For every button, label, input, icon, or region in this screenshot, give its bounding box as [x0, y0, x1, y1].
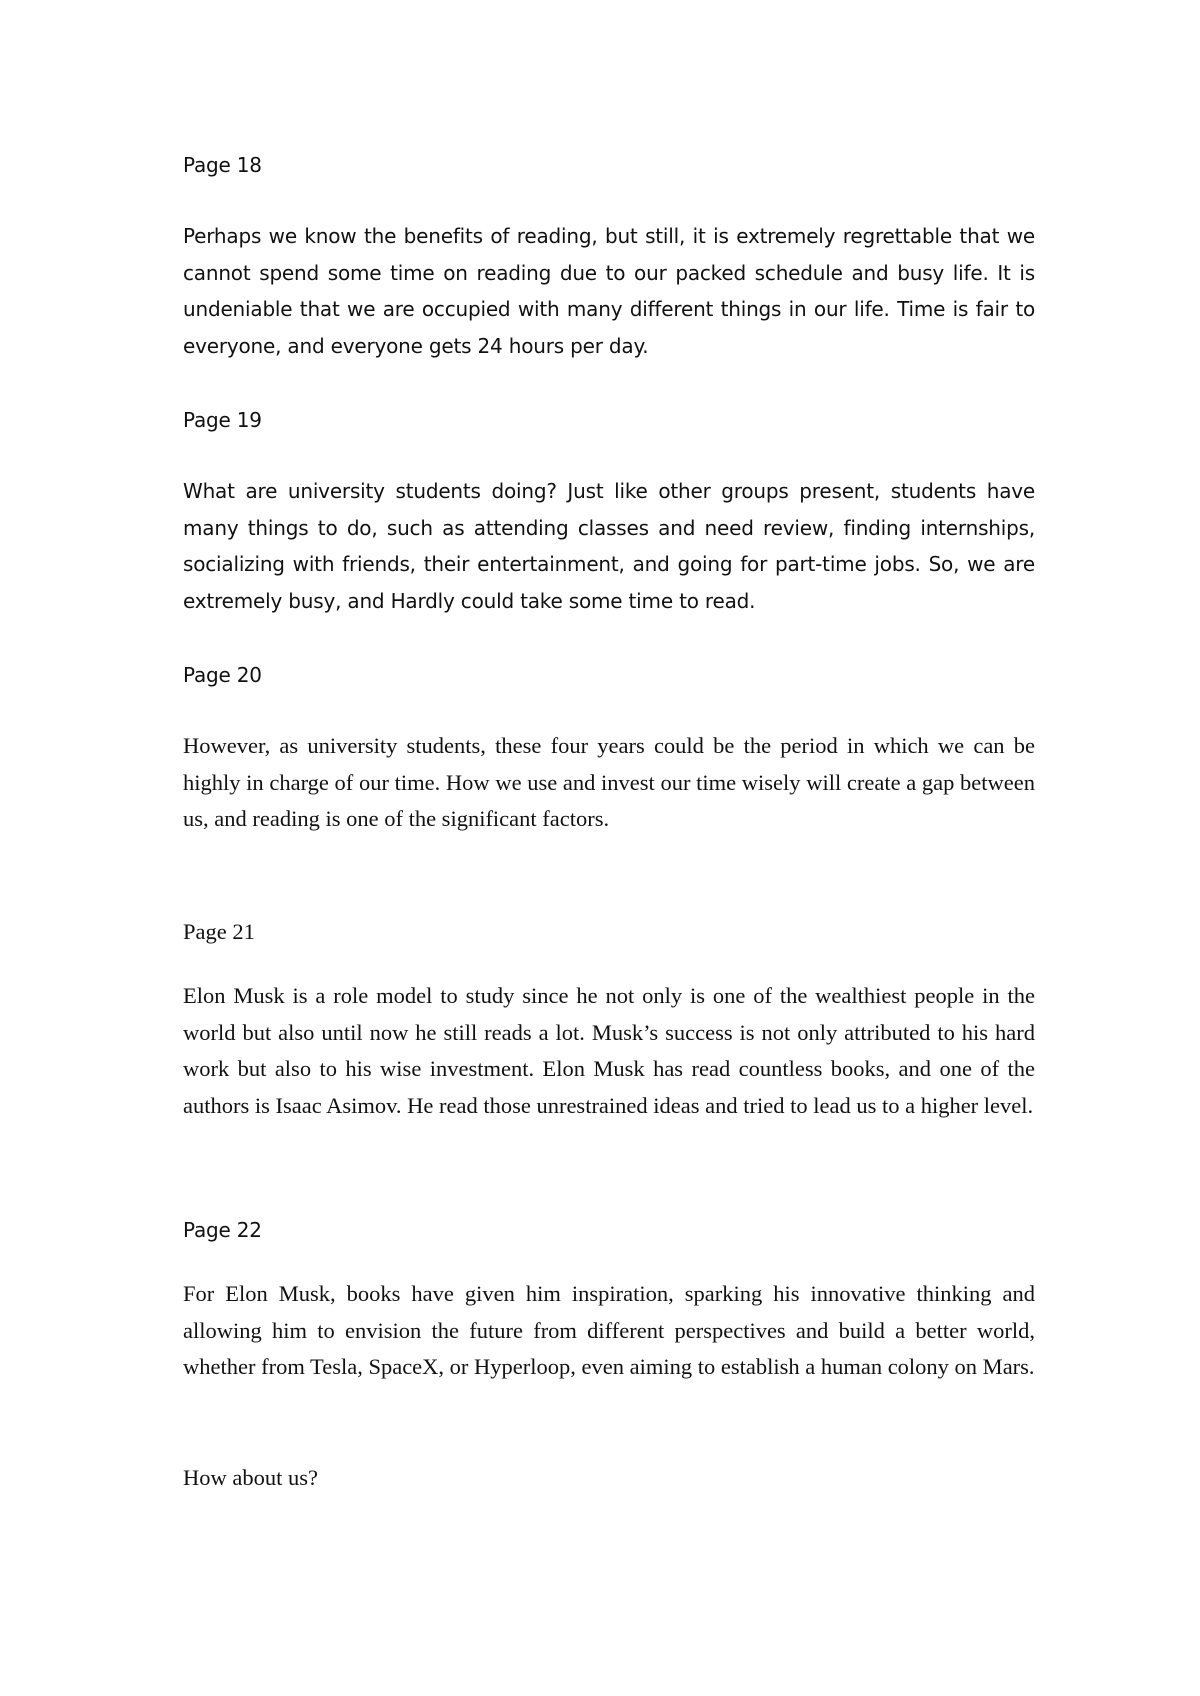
- section-paragraph: For Elon Musk, books have given him inspiration, sparking his innovative thinking and allowing him to envision the future from different perspectives and build a better world, whether from Tesla, SpaceX, or Hyperloop, even aiming to establish a human colony on Mars.: [183, 1281, 1035, 1379]
- section-paragraph: Elon Musk is a role model to study since he not only is one of the wealthiest people in the world but also until now he still reads a lot. Musk’s success is not only attributed to his hard work but also to his wise investment. Elon Musk has read countless books, and one of the authors is Isaac Asimov. He read those unrestrained ideas and tried to lead us to a higher level.: [183, 983, 1035, 1118]
- section-heading: Page 22: [183, 1218, 262, 1242]
- section-heading: Page 21: [183, 919, 255, 944]
- section-heading: Page 19: [183, 408, 262, 432]
- section-paragraph: Perhaps we know the benefits of reading, but still, it is extremely regrettable that we cannot spend some time on reading due to our packed schedule and busy life. It is undeniable that we are occupied with many different things in our life. Time is fair to everyone, and everyone gets 24 hours per day.: [183, 224, 1035, 358]
- section-paragraph: What are university students doing? Just like other groups present, students have many things to do, such as attending classes and need review, finding internships, socializing with friends, their entertainment, and going for part-time jobs. So, we are extremely busy, and Hardly could take some time to read.: [183, 479, 1035, 613]
- section-heading: Page 20: [183, 663, 262, 687]
- closing-line: How about us?: [183, 1465, 318, 1490]
- section-heading: Page 18: [183, 153, 262, 177]
- section-paragraph: However, as university students, these four years could be the period in which we can be highly in charge of our time. How we use and invest our time wisely will create a gap between us, and reading is one of the significant factors.: [183, 733, 1035, 831]
